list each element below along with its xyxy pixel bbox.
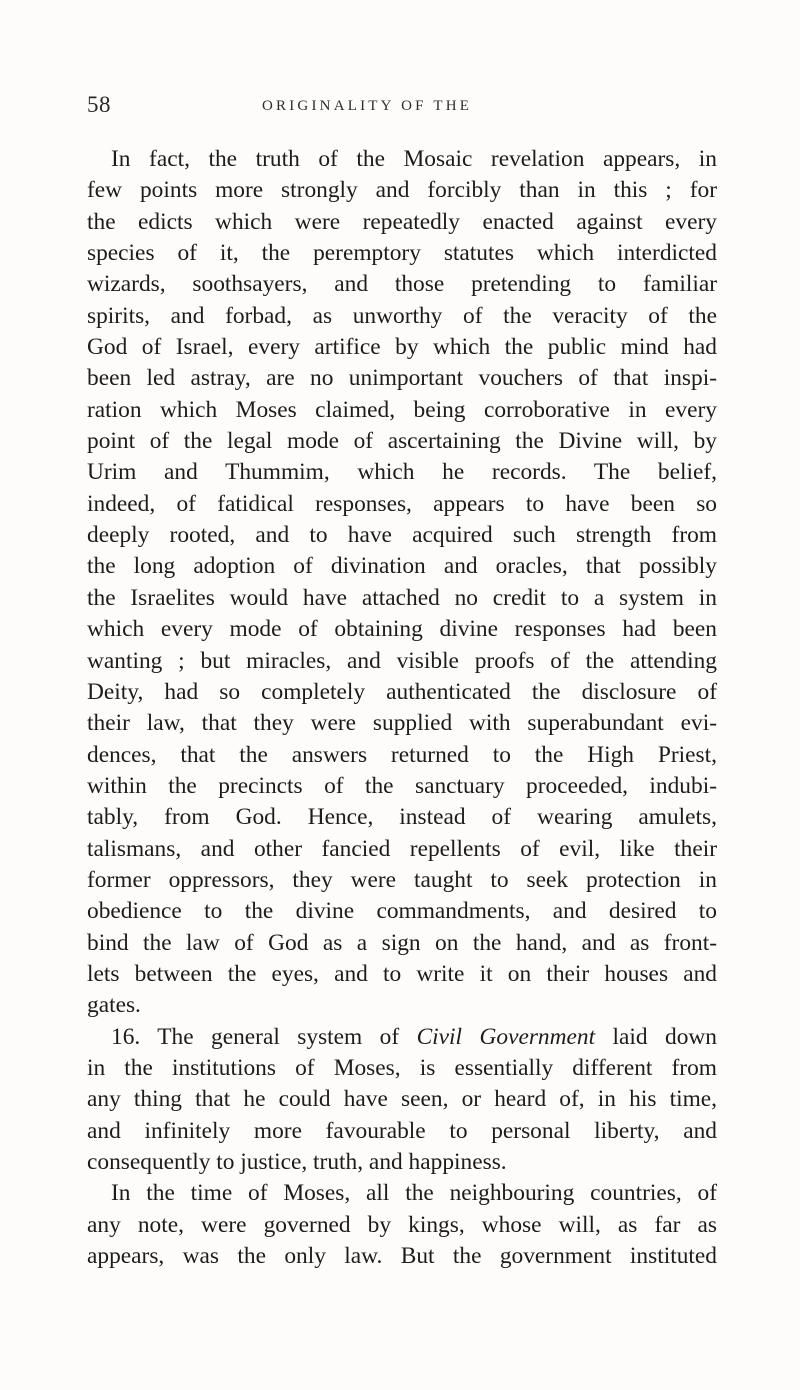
text-line: which every mode of obtaining divine responses had been <box>87 616 717 643</box>
text-line: lets between the eyes, and to write it on their houses and <box>87 960 717 987</box>
text-line: the edicts which were repeatedly enacted against every <box>87 208 717 235</box>
text-line: gates. <box>87 992 141 1019</box>
paragraph-civil-government <box>87 1022 717 1179</box>
text-line: ration which Moses claimed, being corroborative in every <box>87 396 717 423</box>
text-line: dences, that the answers returned to the High Priest, <box>87 741 717 768</box>
text-line: Deity, had so completely authenticated the disclosure of <box>87 678 717 705</box>
text-line: within the precincts of the sanctuary proceeded, indubi- <box>87 772 717 799</box>
paragraph-time-of-moses <box>87 1178 717 1272</box>
paragraph-mosaic-revelation <box>87 144 717 1022</box>
text-line: the Israelites would have attached no credit to a system in <box>87 584 717 611</box>
italic-term: Civil Government <box>416 1023 596 1050</box>
page-header <box>87 92 717 122</box>
text-line: obedience to the divine commandments, and desired to <box>87 898 717 925</box>
text-line: their law, that they were supplied with superabundant evi- <box>87 710 717 737</box>
text-segment: 16. The general system of <box>111 1023 417 1050</box>
text-line: tably, from God. Hence, instead of wearing amulets, <box>87 804 717 831</box>
text-line: In the time of Moses, all the neighbouring countries, of <box>111 1180 717 1207</box>
text-line: talismans, and other fancied repellents of evil, like their <box>87 835 717 862</box>
text-line: indeed, of fatidical responses, appears to have been so <box>87 490 717 517</box>
text-line: consequently to justice, truth, and happiness. <box>87 1149 507 1175</box>
text-line: appears, was the only law. But the government instituted <box>87 1243 717 1270</box>
text-line: any thing that he could have seen, or heard of, in his time, <box>87 1086 717 1113</box>
text-line: and infinitely more favourable to personal liberty, and <box>87 1117 717 1144</box>
text-line: Urim and Thummim, which he records. The belief, <box>87 459 717 486</box>
text-line: deeply rooted, and to have acquired such strength from <box>87 522 717 549</box>
text-line: God of Israel, every artifice by which the public mind had <box>87 334 717 361</box>
text-line: any note, were governed by kings, whose will, as far as <box>87 1211 717 1238</box>
text-line: spirits, and forbad, as unworthy of the veracity of the <box>87 302 717 329</box>
body-text <box>87 144 717 1272</box>
text-line: species of it, the peremptory statutes which interdicted <box>87 240 717 267</box>
text-line: point of the legal mode of ascertaining the Divine will, by <box>87 428 717 455</box>
text-line: in the institutions of Moses, is essentially different from <box>87 1054 717 1081</box>
page-number: 58 <box>87 92 111 117</box>
text-line: been led astray, are no unimportant vouchers of that inspi- <box>87 365 717 392</box>
text-line: bind the law of God as a sign on the hand, and as front- <box>87 929 717 956</box>
text-line: former oppressors, they were taught to seek protection in <box>87 866 717 893</box>
text-line: the long adoption of divination and oracles, that possibly <box>87 553 717 580</box>
text-line: wizards, soothsayers, and those pretending to familiar <box>87 271 717 298</box>
text-segment: laid down <box>595 1023 718 1050</box>
text-line: wanting ; but miracles, and visible proofs of the attending <box>87 647 717 674</box>
text-line: In fact, the truth of the Mosaic revelation appears, in <box>111 146 717 172</box>
text-line-with-italic <box>87 1022 717 1053</box>
text-line: few points more strongly and forcibly than in this ; for <box>87 177 717 204</box>
running-head: ORIGINALITY OF THE <box>262 98 473 114</box>
